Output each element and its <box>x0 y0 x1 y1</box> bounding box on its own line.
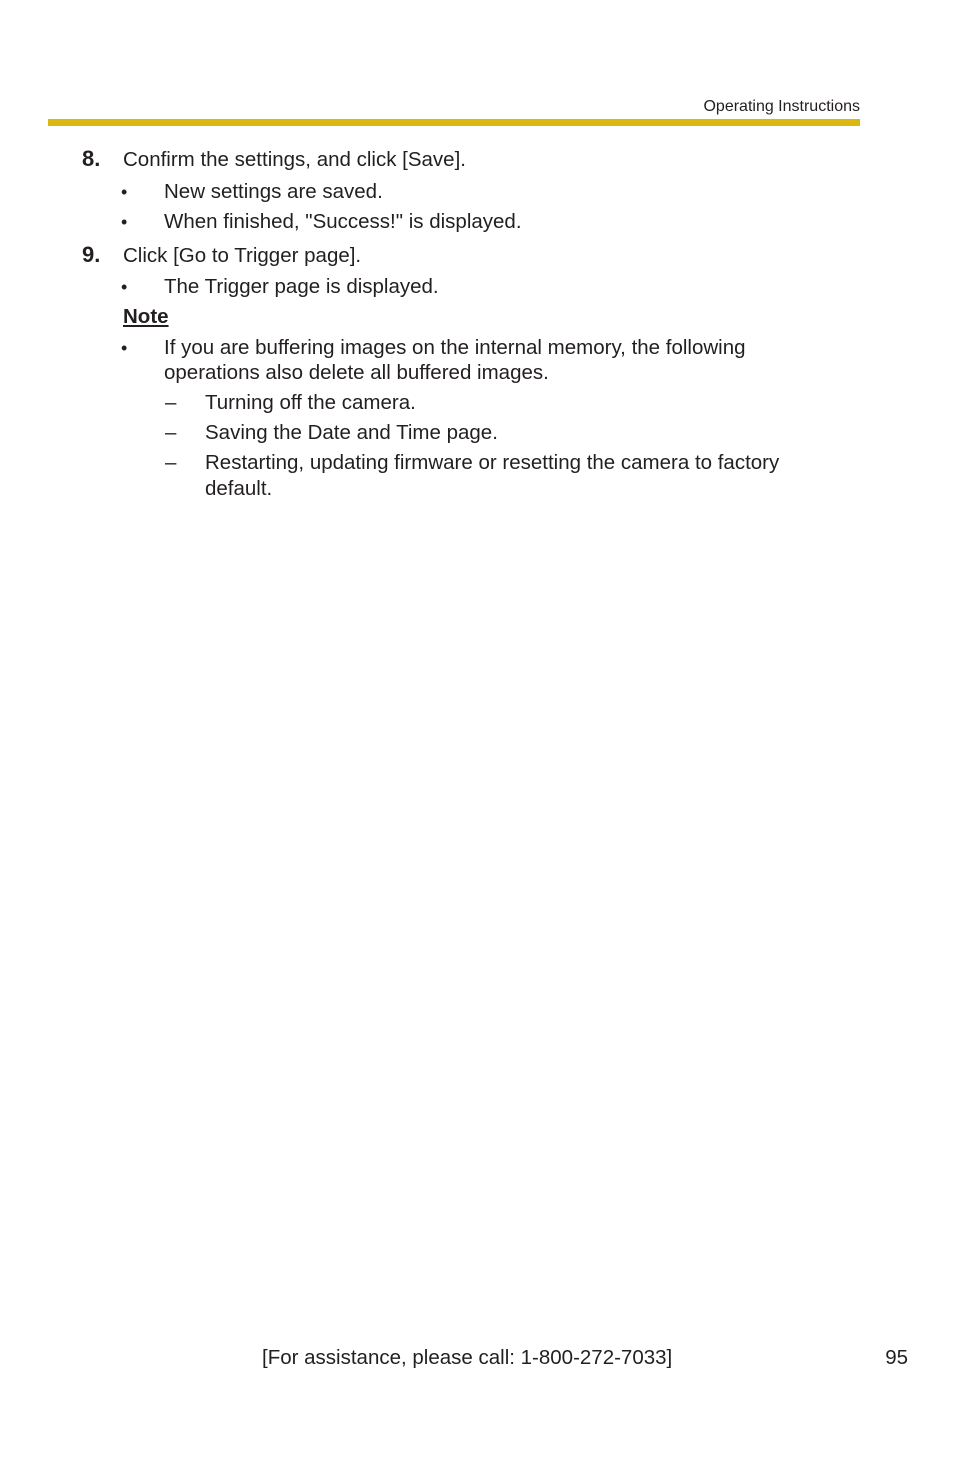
note-sub-item-continuation: default. <box>205 477 273 500</box>
header-title: Operating Instructions <box>703 98 860 115</box>
step-text: Confirm the settings, and click [Save]. <box>123 148 466 171</box>
step-number: 9. <box>82 242 101 267</box>
assistance-text: [For assistance, please call: 1-800-272-7033] <box>262 1346 673 1369</box>
bullet-icon: • <box>121 182 128 202</box>
note-sub-item: Turning off the camera. <box>205 391 416 414</box>
dash-icon: – <box>165 451 177 474</box>
page-number: 95 <box>885 1346 908 1369</box>
note-heading: Note <box>123 305 169 328</box>
step-bullet-text: The Trigger page is displayed. <box>164 275 439 298</box>
dash-icon: – <box>165 391 177 414</box>
bullet-icon: • <box>121 277 128 297</box>
step-text: Click [Go to Trigger page]. <box>123 244 362 267</box>
note-sub-item: Restarting, updating firmware or resetting the camera to factory <box>205 451 780 474</box>
note-bullet-text: operations also delete all buffered images. <box>164 361 549 384</box>
step-bullet-text: When finished, "Success!" is displayed. <box>164 210 522 233</box>
dash-icon: – <box>165 421 177 444</box>
bullet-icon: • <box>121 212 128 232</box>
header-rule <box>48 119 860 126</box>
bullet-icon: • <box>121 338 128 358</box>
note-bullet-text: If you are buffering images on the internal memory, the following <box>164 336 746 359</box>
step-bullet-text: New settings are saved. <box>164 180 383 203</box>
note-sub-item: Saving the Date and Time page. <box>205 421 498 444</box>
step-number: 8. <box>82 146 101 171</box>
